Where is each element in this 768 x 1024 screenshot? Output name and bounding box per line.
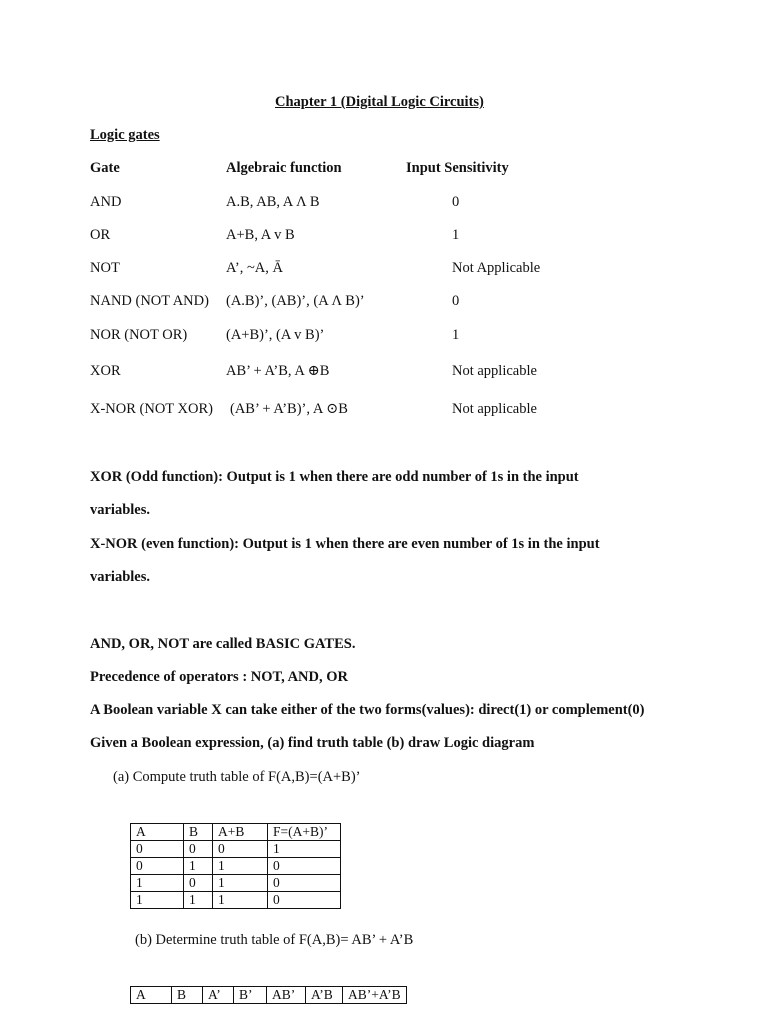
gate-name: NOT (90, 260, 120, 276)
gate-sensitivity: 1 (452, 227, 460, 243)
table-cell: 0 (131, 858, 184, 875)
table-cell: 1 (213, 892, 268, 909)
table-row (131, 875, 341, 892)
table-header-cell: B (184, 824, 213, 841)
gate-name: NAND (NOT AND) (90, 293, 209, 309)
table-header-cell: A+B (213, 824, 268, 841)
gate-sensitivity: 1 (452, 327, 460, 343)
gate-function: A.B, AB, A Λ B (226, 194, 320, 210)
table-cell: 0 (213, 841, 268, 858)
gate-name: XOR (90, 363, 121, 379)
table-cell: 0 (184, 875, 213, 892)
table-cell: 0 (268, 875, 341, 892)
gate-sensitivity: Not applicable (452, 363, 537, 379)
precedence-note: Precedence of operators : NOT, AND, OR (90, 669, 348, 685)
page-title: Chapter 1 (Digital Logic Circuits) (275, 94, 484, 110)
table-header-cell: AB’+A’B (343, 987, 407, 1004)
table-cell: 1 (131, 892, 184, 909)
table-cell: 1 (131, 875, 184, 892)
gate-sensitivity: Not Applicable (452, 260, 541, 276)
basic-gates-note: AND, OR, NOT are called BASIC GATES. (90, 636, 356, 652)
table-cell: 1 (213, 858, 268, 875)
table-header-cell: B’ (234, 987, 267, 1004)
gate-name: X-NOR (NOT XOR) (90, 401, 213, 417)
table-row (131, 858, 341, 875)
given-expression-note: Given a Boolean expression, (a) find truth table (b) draw Logic diagram (90, 735, 535, 751)
table-header-cell: B (172, 987, 203, 1004)
xnor-note-line2: variables. (90, 569, 151, 585)
xor-note-line1: XOR (Odd function): Output is 1 when there are odd number of 1s in the input (90, 469, 579, 485)
table-row (131, 987, 407, 1004)
section-heading: Logic gates (90, 127, 160, 143)
gate-sensitivity: 0 (452, 194, 460, 210)
table-cell: 1 (184, 858, 213, 875)
table-cell: 0 (131, 841, 184, 858)
table-header-cell: A (131, 987, 172, 1004)
table-row (131, 841, 341, 858)
table-header-cell: F=(A+B)’ (268, 824, 341, 841)
table-header-cell: A (131, 824, 184, 841)
table-row (131, 892, 341, 909)
gate-function: (A.B)’, (AB)’, (A Λ B)’ (226, 293, 365, 309)
table-cell: 1 (184, 892, 213, 909)
table-cell: 1 (213, 875, 268, 892)
gate-function: A’, ~A, Ā (226, 260, 283, 276)
function-header: Algebraic function (226, 160, 342, 176)
xnor-note-line1: X-NOR (even function): Output is 1 when there are even number of 1s in the input (90, 536, 600, 552)
table-header-cell: A’ (203, 987, 234, 1004)
gate-sensitivity: 0 (452, 293, 460, 309)
gate-function: A+B, A v B (226, 227, 295, 243)
xor-note-line2: variables. (90, 502, 151, 518)
truth-table-a (130, 823, 341, 909)
table-header-cell: A’B (306, 987, 343, 1004)
gate-sensitivity: Not applicable (452, 401, 537, 417)
gate-name: NOR (NOT OR) (90, 327, 188, 343)
truth-table-b (130, 986, 407, 1004)
gate-header: Gate (90, 160, 120, 176)
sensitivity-header: Input Sensitivity (406, 160, 509, 176)
gate-name: OR (90, 227, 111, 243)
table-cell: 0 (268, 858, 341, 875)
table-cell: 0 (184, 841, 213, 858)
gate-function: (AB’ + A’B)’, A ⊙B (230, 401, 348, 417)
table-row (131, 824, 341, 841)
gate-function: AB’ + A’B, A ⊕B (226, 363, 330, 379)
part-b-label: (b) Determine truth table of F(A,B)= AB’ + A’B (135, 932, 414, 948)
table-cell: 0 (268, 892, 341, 909)
gate-function: (A+B)’, (A v B)’ (226, 327, 325, 343)
gate-name: AND (90, 194, 122, 210)
boolean-variable-note: A Boolean variable X can take either of the two forms(values): direct(1) or complement(0) (90, 702, 645, 718)
part-a-label: (a) Compute truth table of F(A,B)=(A+B)’ (113, 769, 361, 785)
table-cell: 1 (268, 841, 341, 858)
table-header-cell: AB’ (267, 987, 306, 1004)
